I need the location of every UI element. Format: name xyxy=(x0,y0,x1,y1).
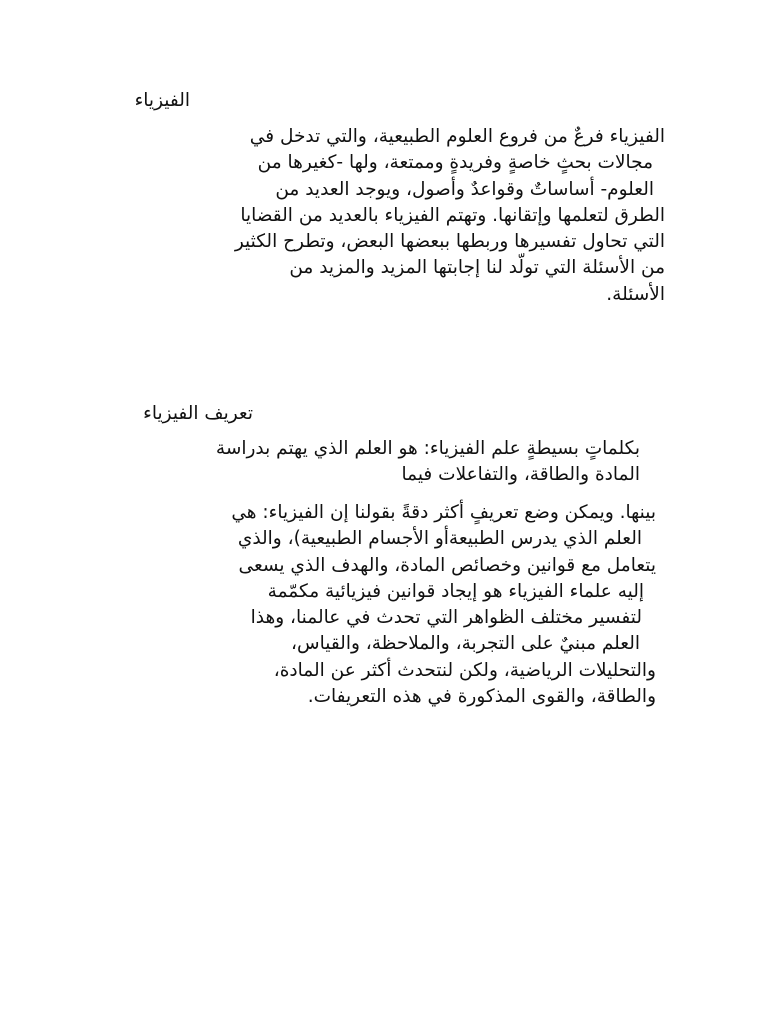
paragraph-line: الأسئلة. xyxy=(606,283,665,305)
paragraph-line: بكلماتٍ بسيطةٍ علم الفيزياء: هو العلم الذي يهتم بدراسة xyxy=(215,438,640,459)
paragraph-line: يتعامل مع قوانين وخصائص المادة، والهدف الذي يسعى xyxy=(238,554,656,576)
section-heading-definition xyxy=(143,401,253,427)
paragraph-line: الفيزياء فرعٌ من فروع العلوم الطبيعية، والتي تدخل في xyxy=(249,126,665,147)
paragraph-line: إليه علماء الفيزياء هو إيجاد قوانين فيزيائية مكمّمة xyxy=(267,580,644,602)
paragraph-line: المادة والطاقة، والتفاعلات فيما xyxy=(401,464,640,486)
heading-text: الفيزياء xyxy=(134,90,190,111)
paragraph-line: العلم مبنيٌ على التجربة، والملاحظة، والقياس، xyxy=(291,633,640,655)
heading-text: تعريف الفيزياء xyxy=(143,403,253,424)
paragraph-line: العلم الذي يدرس الطبيعةأو الأجسام الطبيعية)، والذي xyxy=(237,528,642,550)
paragraph-line: العلوم- أساساتٌ وقواعدٌ وأصول، ويوجد العديد من xyxy=(275,178,654,200)
definition-paragraph xyxy=(231,500,656,710)
physics-paragraph xyxy=(235,124,665,308)
paragraph-line: التي تحاول تفسيرها وربطها ببعضها البعض، وتطرح الكثير xyxy=(234,231,665,253)
paragraph-line: مجالات بحثٍ خاصةٍ وفريدةٍ وممتعة، ولها -كغيرها من xyxy=(257,152,653,174)
paragraph-line: لتفسير مختلف الظواهر التي تحدث في عالمنا، وهذا xyxy=(250,607,642,629)
definition-intro xyxy=(216,436,640,489)
paragraph-line: من الأسئلة التي تولّد لنا إجابتها المزيد والمزيد من xyxy=(289,257,665,279)
paragraph-line: الطرق لتعلمها وإتقانها. وتهتم الفيزياء بالعديد من القضايا xyxy=(240,204,665,226)
paragraph-line: والطاقة، والقوى المذكورة في هذه التعريفات. xyxy=(307,686,656,708)
section-heading-physics xyxy=(135,88,190,114)
paragraph-line: والتحليلات الرياضية، ولكن لنتحدث أكثر عن المادة، xyxy=(273,659,656,681)
paragraph-line: بينها. ويمكن وضع تعريفٍ أكثر دقةً بقولنا إن الفيزياء: هي xyxy=(231,502,656,523)
